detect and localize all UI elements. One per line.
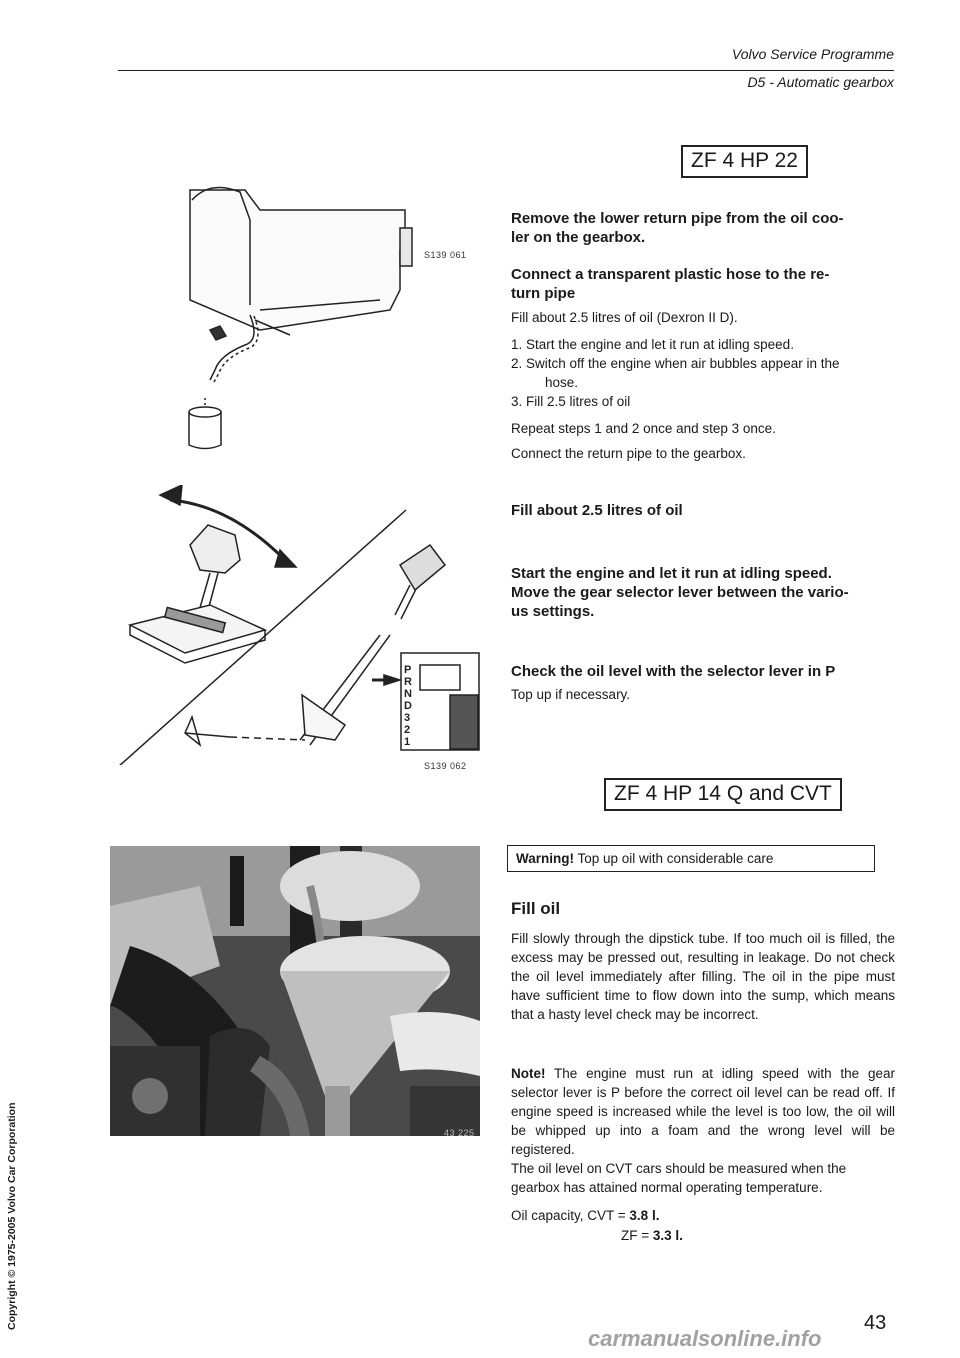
heading-start-engine: [511, 564, 901, 621]
step-3: 3. Fill 2.5 litres of oil: [511, 394, 631, 409]
oil-capacity-zf: [621, 1226, 683, 1245]
copyright-notice: Copyright © 1975-2005 Volvo Car Corporation: [6, 1102, 18, 1330]
gear-letter-n: N: [404, 688, 412, 700]
oil-capacity-zf-label: ZF =: [621, 1228, 653, 1243]
oil-capacity-cvt-label: Oil capacity, CVT =: [511, 1208, 630, 1223]
section-title-zf-4hp14-cvt: ZF 4 HP 14 Q and CVT: [604, 778, 842, 811]
heading-connect-hose-line2: turn pipe: [511, 285, 576, 302]
gear-letter-r: R: [404, 676, 412, 688]
figure-3-caption: 43 225: [444, 1128, 475, 1138]
connect-instruction: Connect the return pipe to the gearbox.: [511, 446, 746, 461]
photo-filling-oil: [110, 846, 480, 1136]
cvt-paragraph: The oil level on CVT cars should be measured when the gearbox has attained normal operating temperature.: [511, 1161, 847, 1195]
heading-fill-oil-amount: Fill about 2.5 litres of oil: [511, 502, 683, 519]
figure-1-caption: S139 061: [424, 250, 467, 260]
gear-letter-p: P: [404, 664, 412, 676]
note-text: The engine must run at idling speed with the gear selector lever is P before the correct oil level can be read off. If engine speed is increased while the level is too low, the oil will be whipped up into a foam and the wrong level will be registered.: [511, 1066, 895, 1157]
heading-check-oil-level: Check the oil level with the selector lever in P: [511, 663, 836, 680]
step-2-continued: hose.: [545, 375, 579, 390]
watermark: carmanualsonline.info: [588, 1326, 822, 1351]
repeat-instruction: Repeat steps 1 and 2 once and step 3 once.: [511, 421, 776, 436]
heading-start-engine-line2: Move the gear selector lever between the vario-: [511, 584, 849, 601]
oil-capacity-cvt: [511, 1206, 659, 1225]
figure-selector-dipstick: [110, 485, 485, 765]
heading-remove-return-pipe-line2: ler on the gearbox.: [511, 229, 646, 246]
heading-start-engine-line1: Start the engine and let it run at idling speed.: [511, 565, 832, 582]
step-1: 1. Start the engine and let it run at idling speed.: [511, 337, 794, 352]
step-2: 2. Switch off the engine when air bubbles appear in the: [511, 356, 840, 371]
section-title-zf-4hp22: ZF 4 HP 22: [681, 145, 808, 178]
gear-letter-d: D: [404, 700, 412, 712]
warning-label: Warning!: [516, 851, 574, 866]
fill-instruction: Fill about 2.5 litres of oil (Dexron II D).: [511, 310, 738, 325]
note-paragraph: [511, 1064, 895, 1159]
fill-oil-paragraph: Fill slowly through the dipstick tube. If too much oil is filled, the excess may be pressed out, resulting in leakage. Do not check the oil level immediately after filling. The oil in the pipe must have sufficient time to flow down into the sump, which means that a hasty level check may be incorrect.: [511, 931, 895, 1022]
gear-letter-2: 2: [404, 724, 411, 736]
gear-letter-1: 1: [404, 736, 411, 748]
figure-2-caption: S139 062: [424, 761, 467, 771]
figure-gearbox-hose: [150, 170, 440, 280]
heading-remove-return-pipe-line1: Remove the lower return pipe from the oil coo-: [511, 210, 844, 227]
note-label: Note!: [511, 1066, 546, 1081]
oil-capacity-cvt-value: 3.8 l.: [629, 1208, 660, 1223]
heading-fill-oil: Fill oil: [511, 899, 561, 918]
header-title: Volvo Service Programme: [731, 46, 894, 62]
warning-box: [507, 845, 875, 872]
page-number: 43: [864, 1312, 887, 1334]
heading-remove-return-pipe: [511, 209, 896, 247]
heading-connect-hose-line1: Connect a transparent plastic hose to the re-: [511, 266, 830, 283]
header-rule: [118, 70, 894, 71]
topup-note: Top up if necessary.: [511, 687, 631, 702]
header-subtitle: D5 - Automatic gearbox: [747, 74, 894, 90]
heading-connect-hose: [511, 265, 896, 303]
warning-text: Top up oil with considerable care: [574, 851, 774, 866]
steps-block: [511, 308, 896, 463]
heading-start-engine-line3: us settings.: [511, 603, 595, 620]
oil-capacity-zf-value: 3.3 l.: [652, 1228, 683, 1243]
gear-letter-3: 3: [404, 712, 411, 724]
